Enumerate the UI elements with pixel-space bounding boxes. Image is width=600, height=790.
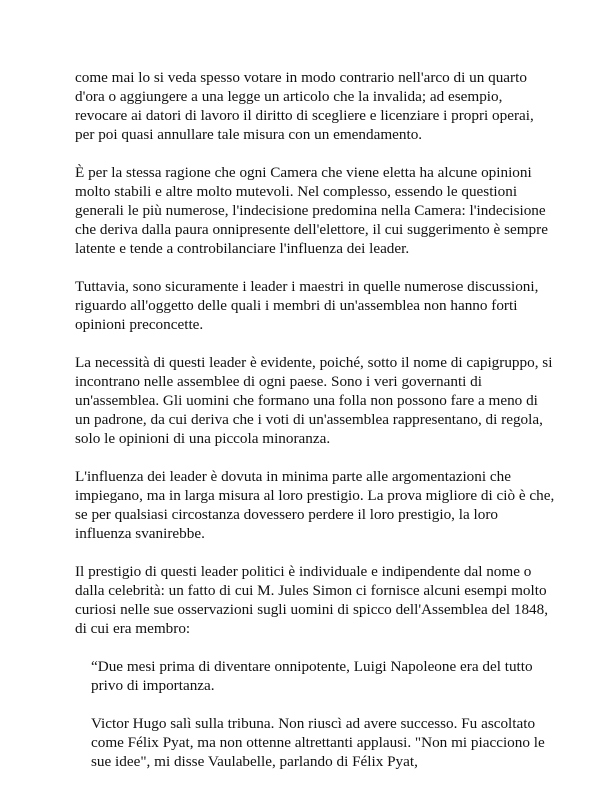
paragraph-5: L'influenza dei leader è dovuta in minima parte alle argomentazioni che impiegano, ma in larga misura al loro prestigio. La prova migliore di ciò è che, se per qualsiasi circostanza dovessero perdere il loro prestigio, la loro influenza svanirebbe. bbox=[75, 468, 555, 542]
paragraph-3: Tuttavia, sono sicuramente i leader i maestri in quelle numerose discussioni, riguardo all'oggetto delle quali i membri di un'assemblea non hanno forti opinioni preconcette. bbox=[75, 278, 539, 333]
paragraph-2: È per la stessa ragione che ogni Camera che viene eletta ha alcune opinioni molto stabili e altre molto mutevoli. Nel complesso, essendo le questioni generali le più numerose, l'indecisione predomina nella Camera: l'indecisione che deriva dalla paura onnipresente dell'elettore, il cui suggerimento è sempre latente e tende a controbilanciare l'influenza dei leader. bbox=[75, 164, 548, 257]
paragraph-1: come mai lo si veda spesso votare in modo contrario nell'arco di un quarto d'ora o aggiungere a una legge un articolo che la invalida; ad esempio, revocare ai datori di lavoro il diritto di scegliere e licenziare i propri operai, per poi quasi annullare tale misura con un emendamento. bbox=[75, 69, 534, 143]
block-quote-1: “Due mesi prima di diventare onnipotente, Luigi Napoleone era del tutto privo di importanza. bbox=[91, 658, 533, 694]
paragraph-4: La necessità di questi leader è evidente, poiché, sotto il nome di capigruppo, si incontrano nelle assemblee di ogni paese. Sono i veri governanti di un'assemblea. Gli uomini che formano una folla non possono fare a meno di un padrone, da cui deriva che i voti di un'assemblea rappresentano, di regola, solo le opinioni di una piccola minoranza. bbox=[75, 354, 553, 447]
block-quote-2: Victor Hugo salì sulla tribuna. Non riuscì ad avere successo. Fu ascoltato come Félix Pyat, ma non ottenne altrettanti applausi. "Non mi piacciono le sue idee", mi disse Vaulabelle, parlando di Félix Pyat, bbox=[91, 715, 545, 770]
document-page bbox=[75, 68, 555, 790]
paragraph-6: Il prestigio di questi leader politici è individuale e indipendente dal nome o dalla celebrità: un fatto di cui M. Jules Simon ci fornisce alcuni esempi molto curiosi nelle sue osservazioni sugli uomini di spicco dell'Assemblea del 1848, di cui era membro: bbox=[75, 563, 549, 637]
